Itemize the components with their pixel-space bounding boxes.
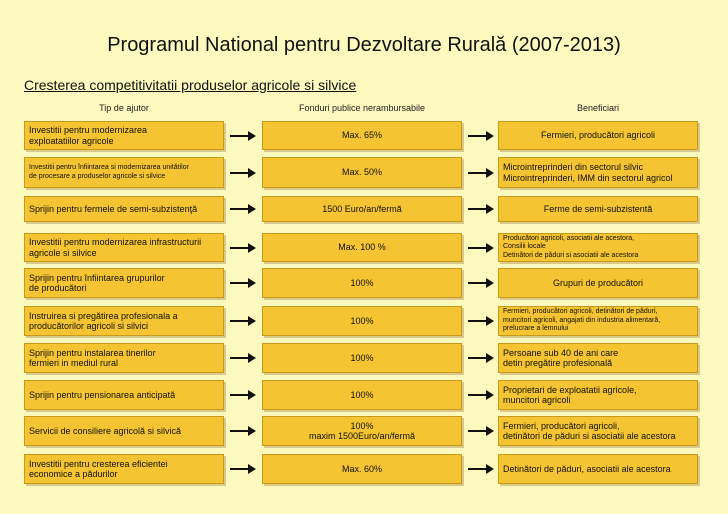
beneficiary-box-text: Fermieri, producători agricoli, detinători de păduri, muncitori agricoli, angajati din industria alimentară, prelucrare a lemnului bbox=[503, 308, 661, 333]
table-row bbox=[0, 380, 728, 410]
funding-box bbox=[262, 454, 462, 484]
beneficiary-box bbox=[498, 380, 698, 410]
funding-box-text: 100% maxim 1500Euro/an/fermă bbox=[308, 420, 416, 441]
arrow-right-icon bbox=[230, 320, 254, 322]
arrow-right-icon bbox=[230, 394, 254, 396]
funding-box-text: 100% bbox=[350, 315, 374, 326]
funding-box bbox=[262, 196, 462, 222]
arrow-right-icon bbox=[468, 430, 492, 432]
arrow-right-icon bbox=[230, 282, 254, 284]
beneficiary-box-text: Fermieri, producători agricoli bbox=[540, 130, 656, 141]
arrow-right-icon bbox=[230, 468, 254, 470]
funding-box bbox=[262, 306, 462, 336]
section-subtitle: Cresterea competitivitatii produselor agricole si silvice bbox=[24, 77, 357, 93]
beneficiary-box bbox=[498, 233, 698, 262]
arrow-right-icon bbox=[230, 208, 254, 210]
funding-box bbox=[262, 416, 462, 446]
arrow-right-icon bbox=[230, 247, 254, 249]
beneficiary-box-text: Proprietari de exploatatii agricole, muncitori agricoli bbox=[503, 384, 637, 405]
table-row bbox=[0, 233, 728, 262]
arrow-right-icon bbox=[230, 430, 254, 432]
aid-type-box bbox=[24, 157, 224, 188]
beneficiary-box bbox=[498, 268, 698, 298]
beneficiary-box-text: Producători agricoli, asociatii ale acestora, Consilii locale Detinători de păduri si asociatii ale acestora bbox=[503, 234, 639, 259]
arrow-right-icon bbox=[468, 468, 492, 470]
funding-box bbox=[262, 268, 462, 298]
funding-box bbox=[262, 233, 462, 262]
aid-type-box bbox=[24, 268, 224, 298]
aid-type-box-text: Instruirea si pregătirea profesionala a producătorilor agricoli si silvici bbox=[29, 310, 178, 331]
aid-type-box bbox=[24, 416, 224, 446]
arrow-right-icon bbox=[230, 135, 254, 137]
aid-type-box-text: Sprijin pentru pensionarea anticipată bbox=[29, 389, 176, 400]
funding-box-text: 100% bbox=[350, 277, 374, 288]
funding-box-text: 1500 Euro/an/fermă bbox=[322, 203, 402, 214]
arrow-right-icon bbox=[468, 282, 492, 284]
aid-type-box-text: Sprijin pentru fermele de semi-subzistenţă bbox=[29, 203, 198, 214]
table-row bbox=[0, 196, 728, 222]
funding-box bbox=[262, 380, 462, 410]
table-row bbox=[0, 306, 728, 336]
beneficiary-box-text: Fermieri, producători agricoli, detinători de păduri si asociatii ale acestora bbox=[503, 420, 676, 441]
aid-type-box bbox=[24, 454, 224, 484]
beneficiary-box-text: Ferme de semi-subzistentă bbox=[543, 203, 653, 214]
aid-type-box-text: Servicii de consiliere agricolă si silvică bbox=[29, 425, 182, 436]
table-row bbox=[0, 268, 728, 298]
arrow-right-icon bbox=[468, 208, 492, 210]
aid-type-box bbox=[24, 121, 224, 150]
funding-box-text: 100% bbox=[350, 389, 374, 400]
header-aid-type: Tip de ajutor bbox=[99, 103, 149, 113]
arrow-right-icon bbox=[468, 394, 492, 396]
table-row bbox=[0, 157, 728, 188]
beneficiary-box bbox=[498, 196, 698, 222]
aid-type-box bbox=[24, 380, 224, 410]
arrow-right-icon bbox=[468, 320, 492, 322]
beneficiary-box bbox=[498, 416, 698, 446]
aid-type-box-text: Investitii pentru modernizarea exploatatiilor agricole bbox=[29, 125, 148, 146]
beneficiary-box bbox=[498, 306, 698, 336]
beneficiary-box bbox=[498, 157, 698, 188]
beneficiary-box bbox=[498, 121, 698, 150]
arrow-right-icon bbox=[468, 172, 492, 174]
header-beneficiaries: Beneficiari bbox=[576, 103, 620, 113]
funding-box-text: Max. 100 % bbox=[338, 242, 386, 253]
aid-type-box bbox=[24, 196, 224, 222]
aid-type-box-text: Investitii pentru modernizarea infrastructurii agricole si silvice bbox=[29, 237, 202, 258]
arrow-right-icon bbox=[230, 172, 254, 174]
funding-box bbox=[262, 157, 462, 188]
aid-type-box bbox=[24, 306, 224, 336]
beneficiary-box-text: Detinători de păduri, asociatii ale acestora bbox=[503, 463, 671, 474]
beneficiary-box-text: Microintreprinderi din sectorul silvic Microintreprinderi, IMM din sectorul agricol bbox=[503, 162, 673, 183]
table-row bbox=[0, 416, 728, 446]
funding-box bbox=[262, 343, 462, 373]
arrow-right-icon bbox=[468, 357, 492, 359]
beneficiary-box bbox=[498, 343, 698, 373]
funding-box-text: Max. 65% bbox=[341, 130, 383, 141]
aid-type-box-text: Investitii pentru cresterea eficientei economice a pădurilor bbox=[29, 458, 168, 479]
table-row bbox=[0, 121, 728, 150]
funding-box-text: Max. 50% bbox=[341, 167, 383, 178]
table-row bbox=[0, 343, 728, 373]
aid-type-box-text: Investitii pentru înfiintarea si modernizarea unitătilor de procesare a produselor agricole si silvice bbox=[29, 164, 189, 180]
arrow-right-icon bbox=[230, 357, 254, 359]
beneficiary-box-text: Persoane sub 40 de ani care detin pregătire profesională bbox=[503, 347, 619, 368]
arrow-right-icon bbox=[468, 247, 492, 249]
aid-type-box-text: Sprijin pentru instalarea tinerilor fermieri in mediul rural bbox=[29, 347, 156, 368]
aid-type-box-text: Sprijin pentru înfiintarea grupurilor de producători bbox=[29, 272, 165, 293]
aid-type-box bbox=[24, 233, 224, 262]
header-funds: Fonduri publice nerambursabile bbox=[298, 103, 426, 113]
arrow-right-icon bbox=[468, 135, 492, 137]
funding-box bbox=[262, 121, 462, 150]
page-title: Programul National pentru Dezvoltare Rurală (2007-2013) bbox=[107, 34, 621, 56]
funding-box-text: 100% bbox=[350, 352, 374, 363]
funding-box-text: Max. 60% bbox=[341, 463, 383, 474]
aid-type-box bbox=[24, 343, 224, 373]
beneficiary-box bbox=[498, 454, 698, 484]
beneficiary-box-text: Grupuri de producători bbox=[552, 277, 644, 288]
table-row bbox=[0, 454, 728, 484]
